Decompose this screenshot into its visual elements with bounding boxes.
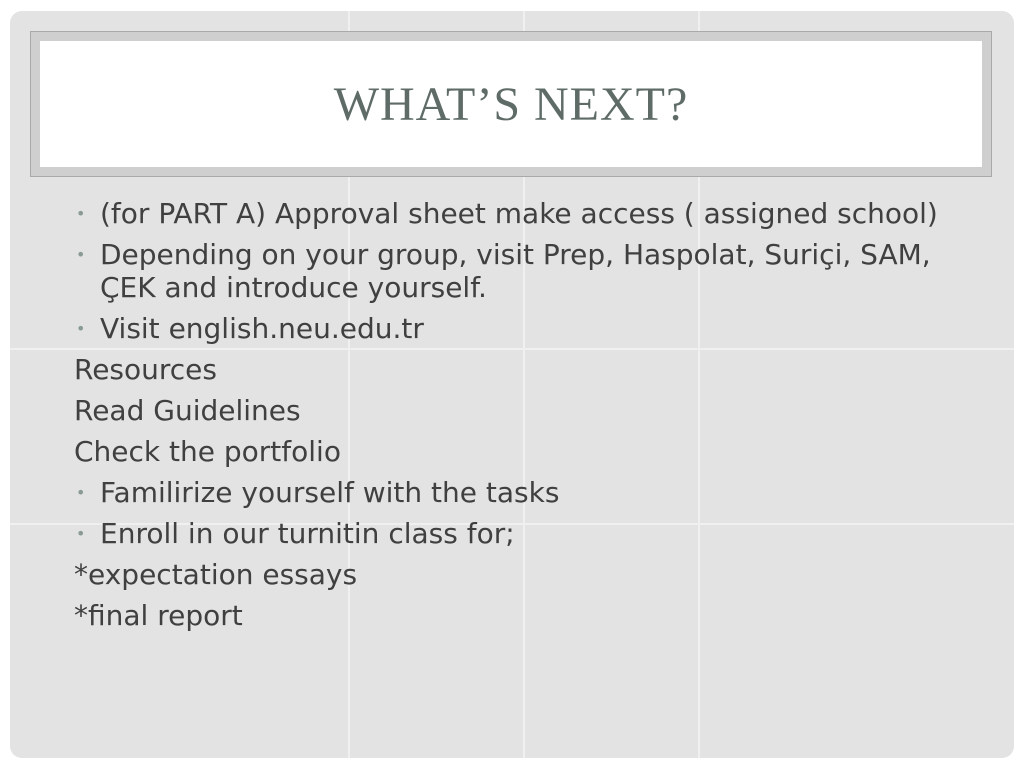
list-item: [74, 238, 954, 304]
text-line: Resources: [74, 353, 217, 386]
slide-body: [74, 197, 954, 640]
list-item-text: Enroll in our turnitin class for;: [100, 517, 515, 550]
bullet-icon: •: [76, 483, 86, 502]
list-item-text: Familirize yourself with the tasks: [100, 476, 560, 509]
bullet-icon: •: [76, 204, 86, 223]
text-line: Read Guidelines: [74, 394, 301, 427]
text-line: *final report: [74, 599, 243, 632]
title-box: [40, 41, 982, 167]
list-item: [74, 517, 954, 550]
slide: [10, 11, 1014, 758]
list-item: [74, 197, 954, 230]
list-item: [74, 312, 954, 345]
text-line: Check the portfolio: [74, 435, 341, 468]
bullet-icon: •: [76, 319, 86, 338]
bullet-icon: •: [76, 524, 86, 543]
title-frame: [30, 31, 992, 177]
text-line: *expectation essays: [74, 558, 358, 591]
list-item-text: Depending on your group, visit Prep, Haspolat, Suriçi, SAM, ÇEK and introduce yourself.: [100, 238, 931, 304]
list-item: [74, 476, 954, 509]
list-item-text: (for PART A) Approval sheet make access ( assigned school): [100, 197, 938, 230]
list-item-text: Visit english.neu.edu.tr: [100, 312, 424, 345]
slide-title: WHAT’S NEXT?: [333, 77, 689, 131]
bullet-icon: •: [76, 245, 86, 264]
